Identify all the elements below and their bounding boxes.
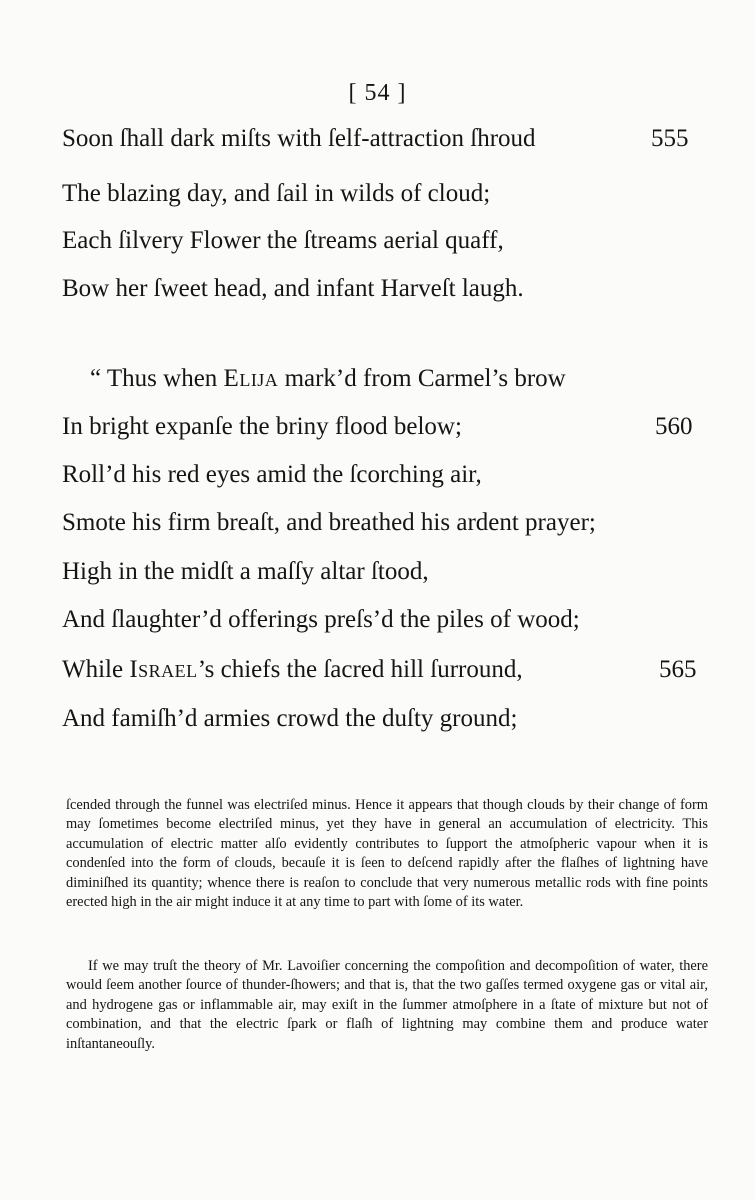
verse-line-563: And famiſh’d armies crowd the duſty ground; <box>62 705 518 732</box>
verse-text: “ Thus when <box>90 365 224 392</box>
line-number-560: 560 <box>655 413 693 440</box>
verse-line-554: Bow her ſweet head, and infant Harveſt laugh. <box>62 275 524 302</box>
verse-line-562 <box>62 655 523 685</box>
proper-name-elija: Elija <box>223 365 279 392</box>
verse-text: mark’d from Carmel’s brow <box>278 365 566 392</box>
footnote-paragraph-2: If we may truſt the theory of Mr. Lavoiſier concerning the compoſition and decompoſition of water, there would ſeem another ſource of thunder-ſhowers; and that is, that the two gaſſes termed oxygene gas or vital air, and hydrogene gas or inflammable air, may exiſt in the ſummer atmoſphere in a ſtate of mixture but not of combination, and that the electric ſpark or flaſh of lightning may combine them and produce water inſtantaneouſly. <box>66 958 708 1052</box>
verse-line-556 <box>90 364 566 394</box>
verse-line-558: Roll’d his red eyes amid the ſcorching air, <box>62 461 482 488</box>
verse-line-561: And ſlaughter’d offerings preſs’d the piles of wood; <box>62 606 580 633</box>
verse-line-552: The blazing day, and ſail in wilds of cloud; <box>62 180 491 207</box>
verse-line-551: Soon ſhall dark miſts with ſelf-attraction ſhroud <box>62 125 536 152</box>
line-number-565: 565 <box>659 656 697 683</box>
verse-line-560: High in the midſt a maſſy altar ſtood, <box>62 558 429 585</box>
page-number: [ 54 ] <box>348 80 407 106</box>
verse-line-559: Smote his firm breaſt, and breathed his ardent prayer; <box>62 509 596 536</box>
verse-text: While <box>62 656 130 683</box>
proper-name-israel: Israel <box>129 656 198 683</box>
line-number-555: 555 <box>651 125 689 152</box>
verse-text: ’s chiefs the ſacred hill ſurround, <box>197 656 523 683</box>
verse-line-557: In bright expanſe the briny flood below; <box>62 413 462 440</box>
verse-line-553: Each ſilvery Flower the ſtreams aerial quaff, <box>62 227 504 254</box>
footnote-paragraph-1: ſcended through the funnel was electriſed minus. Hence it appears that though clouds by their change of form may ſometimes become electriſed minus, yet they have in general an accumulation of electricity. This accumulation of electric matter alſo evidently contributes to ſupport the atmoſpheric vapour when it is condenſed into the form of clouds, becauſe it is ſeen to deſcend rapidly after the flaſhes of lightning have diminiſhed its quantity; whence there is reaſon to conclude that very numerous metallic rods with fine points erected high in the air might induce it at any time to part with ſome of its water. <box>66 797 708 911</box>
